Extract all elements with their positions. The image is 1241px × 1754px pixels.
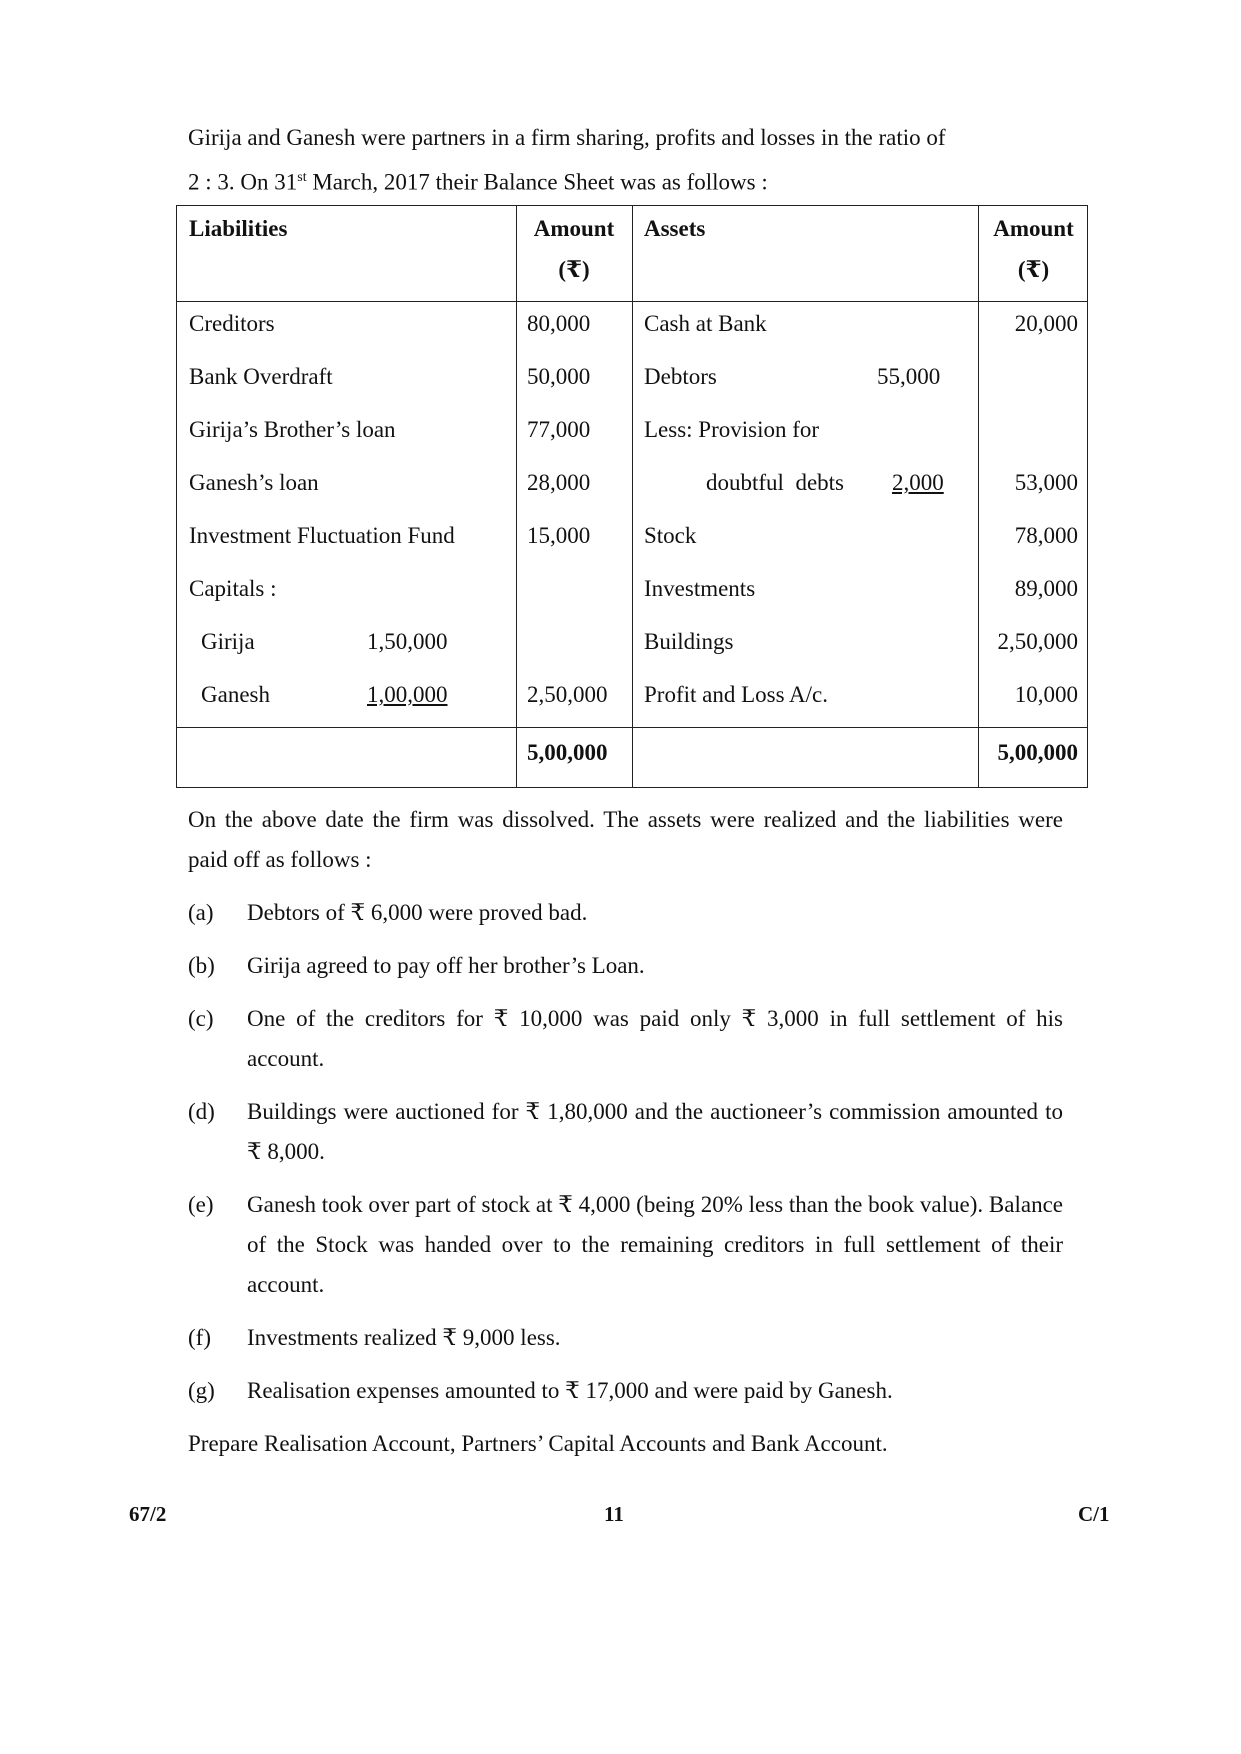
header-divider [177,301,1087,302]
item-text: Buildings were auctioned for ₹ 1,80,000 and the auctioneer’s commission amounted to ₹ 8,000. [247,1099,1063,1164]
item-text: Realisation expenses amounted to ₹ 17,000 and were paid by Ganesh. [247,1378,893,1403]
liability-amount: 80,000 [527,311,591,336]
intro-line2-post: March, 2017 their Balance Sheet was as follows : [306,169,768,195]
item-text: One of the creditors for ₹ 10,000 was paid only ₹ 3,000 in full settlement of his account. [247,1006,1063,1071]
item-text: Investments realized ₹ 9,000 less. [247,1325,561,1350]
dissolution-text: On the above date the firm was dissolved. The assets were realized and the liabilities were paid off as follows : [188,807,1063,872]
item-label: (f) [188,1325,211,1350]
capital-partner-value: 1,50,000 [367,629,448,654]
item-label: (b) [188,953,215,978]
provision-label: Less: Provision for [644,417,820,442]
item-label: (e) [188,1192,214,1217]
header-assets: Assets [644,216,706,241]
liability-amount: 15,000 [527,523,591,548]
column-divider [516,206,517,787]
liability-amount: 28,000 [527,470,591,495]
item-label: (a) [188,900,214,925]
capital-partner-value: 1,00,000 [367,682,448,707]
footer-code: 67/2 [129,1502,167,1526]
capital-partner-name: Ganesh [201,682,270,707]
closing-instruction: Prepare Realisation Account, Partners’ Capital Accounts and Bank Account. [188,1431,888,1456]
asset-label: Debtors [644,364,717,389]
capitals-total: 2,50,000 [527,682,608,707]
liability-label: Ganesh’s loan [189,470,319,495]
provision-label-cont: doubtful debts [706,470,844,495]
net-debtors-amount: 53,000 [1014,470,1078,495]
item-text: Girija agreed to pay off her brother’s Loan. [247,953,645,978]
footer-set: C/1 [1078,1502,1110,1526]
header-amount-assets: Amount [993,216,1074,241]
asset-label: Profit and Loss A/c. [644,682,828,707]
asset-amount: 78,000 [1014,523,1078,548]
item-label: (c) [188,1006,214,1031]
liability-amount: 77,000 [527,417,591,442]
intro-line2-pre: 2 : 3. On 31 [188,169,298,195]
header-liabilities: Liabilities [189,216,288,241]
page-number: 11 [604,1502,624,1526]
liability-label: Investment Fluctuation Fund [189,523,455,548]
intro-superscript: st [297,170,307,185]
header-amount-liabilities: Amount [533,216,615,241]
column-divider [632,206,633,787]
header-currency-assets: (₹) [1017,257,1050,282]
liability-amount: 50,000 [527,364,591,389]
header-currency-liabilities: (₹) [558,257,590,282]
item-label: (d) [188,1099,215,1124]
total-divider [177,727,1087,728]
asset-label: Stock [644,523,697,548]
liability-label: Girija’s Brother’s loan [189,417,396,442]
total-assets: 5,00,000 [997,740,1078,765]
liability-label: Creditors [189,311,275,336]
item-text: Ganesh took over part of stock at ₹ 4,000 (being 20% less than the book value). Balance of the Stock was handed over to the remaining creditors in full settlement of their account. [247,1192,1063,1297]
asset-amount: 10,000 [1014,682,1078,707]
debtors-value: 55,000 [877,364,941,389]
capital-partner-name: Girija [201,629,255,654]
question-intro [188,118,1063,203]
asset-label: Cash at Bank [644,311,767,336]
intro-line1: Girija and Ganesh were partners in a firm sharing, profits and losses in the ratio of [188,125,946,150]
capitals-label: Capitals : [189,576,277,601]
total-liabilities: 5,00,000 [527,740,608,765]
asset-label: Investments [644,576,756,601]
provision-value: 2,000 [892,470,944,495]
asset-amount: 89,000 [1014,576,1078,601]
item-text: Debtors of ₹ 6,000 were proved bad. [247,900,588,925]
asset-label: Buildings [644,629,734,654]
asset-amount: 2,50,000 [997,629,1078,654]
balance-sheet-table [176,205,1088,788]
asset-amount: 20,000 [1014,311,1078,336]
liability-label: Bank Overdraft [189,364,333,389]
item-label: (g) [188,1378,215,1403]
